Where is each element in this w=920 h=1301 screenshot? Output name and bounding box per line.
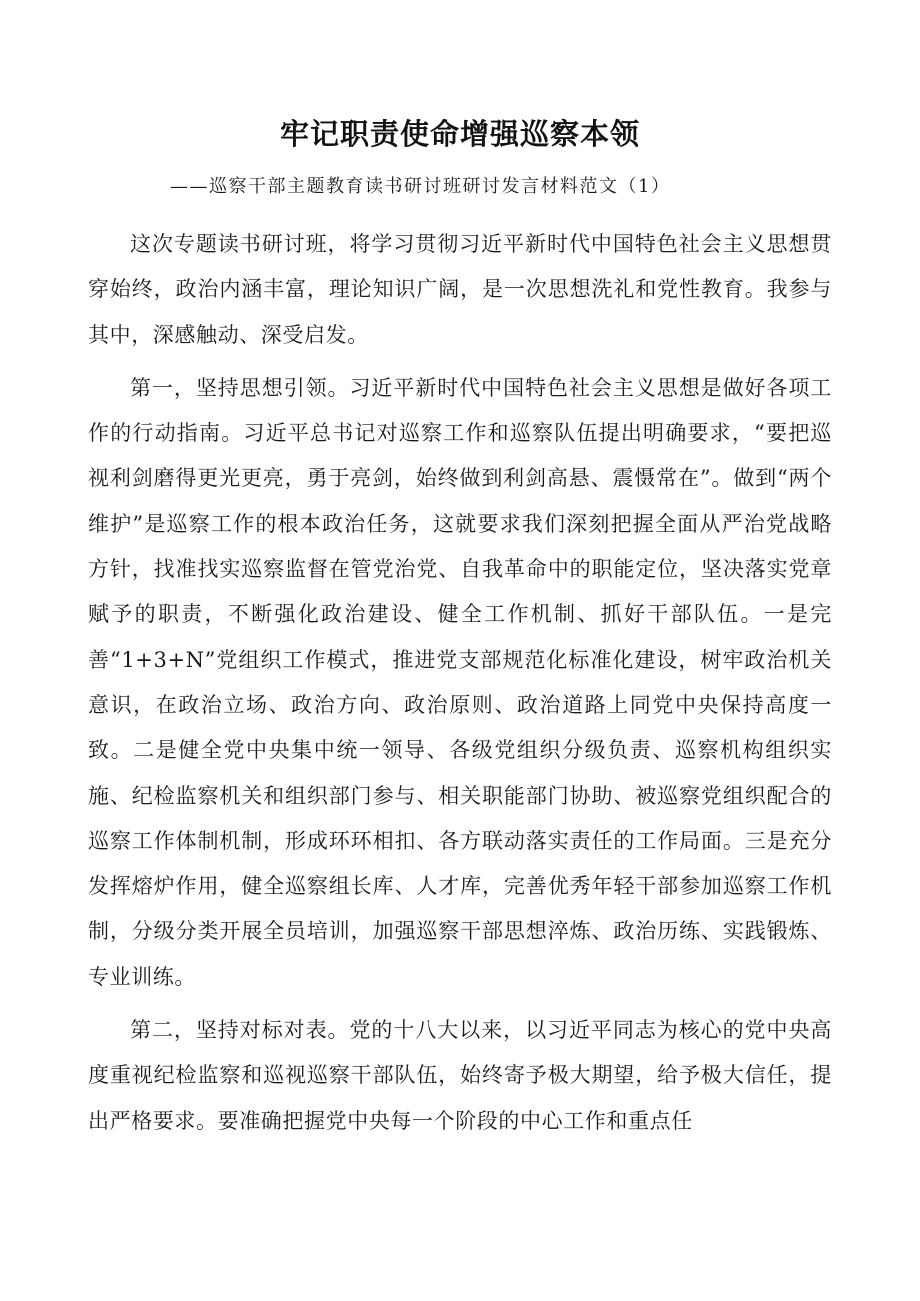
document-subtitle: ——巡察干部主题教育读书研讨班研讨发言材料范文（1） <box>170 176 671 197</box>
document-title: 牢记职责使命增强巡察本领 <box>279 117 640 151</box>
paragraph-intro: 这次专题读书研讨班，将学习贯彻习近平新时代中国特色社会主义思想贯穿始终，政治内涵丰富，理论知识广阔，是一次思想洗礼和党性教育。我参与其中，深感触动、深受启发。 <box>88 232 832 347</box>
paragraph-second-point: 第二，坚持对标对表。党的十八大以来，以习近平同志为核心的党中央高度重视纪检监察和巡视巡察干部队伍，始终寄予极大期望，给予极大信任，提出严格要求。要准确把握党中央每一个阶段的中心工作和重点任 <box>88 1018 832 1133</box>
document-body <box>88 222 832 1152</box>
paragraph-first-point: 第一，坚持思想引领。习近平新时代中国特色社会主义思想是做好各项工作的行动指南。习近平总书记对巡察工作和巡察队伍提出明确要求，“要把巡视利剑磨得更光更亮，勇于亮剑，始终做到利剑高悬、震慑常在”。做到“两个维护”是巡察工作的根本政治任务，这就要求我们深刻把握全面从严治党战略方针，找准找实巡察监督在管党治党、自我革命中的职能定位，坚决落实党章赋予的职责，不断强化政治建设、健全工作机制、抓好干部队伍。一是完善“1+3+N”党组织工作模式，推进党支部规范化标准化建设，树牢政治机关意识，在政治立场、政治方向、政治原则、政治道路上同党中央保持高度一致。二是健全党中央集中统一领导、各级党组织分级负责、巡察机构组织实施、纪检监察机关和组织部门参与、相关职能部门协助、被巡察党组织配合的巡察工作体制机制，形成环环相扣、各方联动落实责任的工作局面。三是充分发挥熔炉作用，健全巡察组长库、人才库，完善优秀年轻干部参加巡察工作机制，分级分类开展全员培训，加强巡察干部思想淬炼、政治历练、实践锻炼、专业训练。 <box>88 375 832 989</box>
